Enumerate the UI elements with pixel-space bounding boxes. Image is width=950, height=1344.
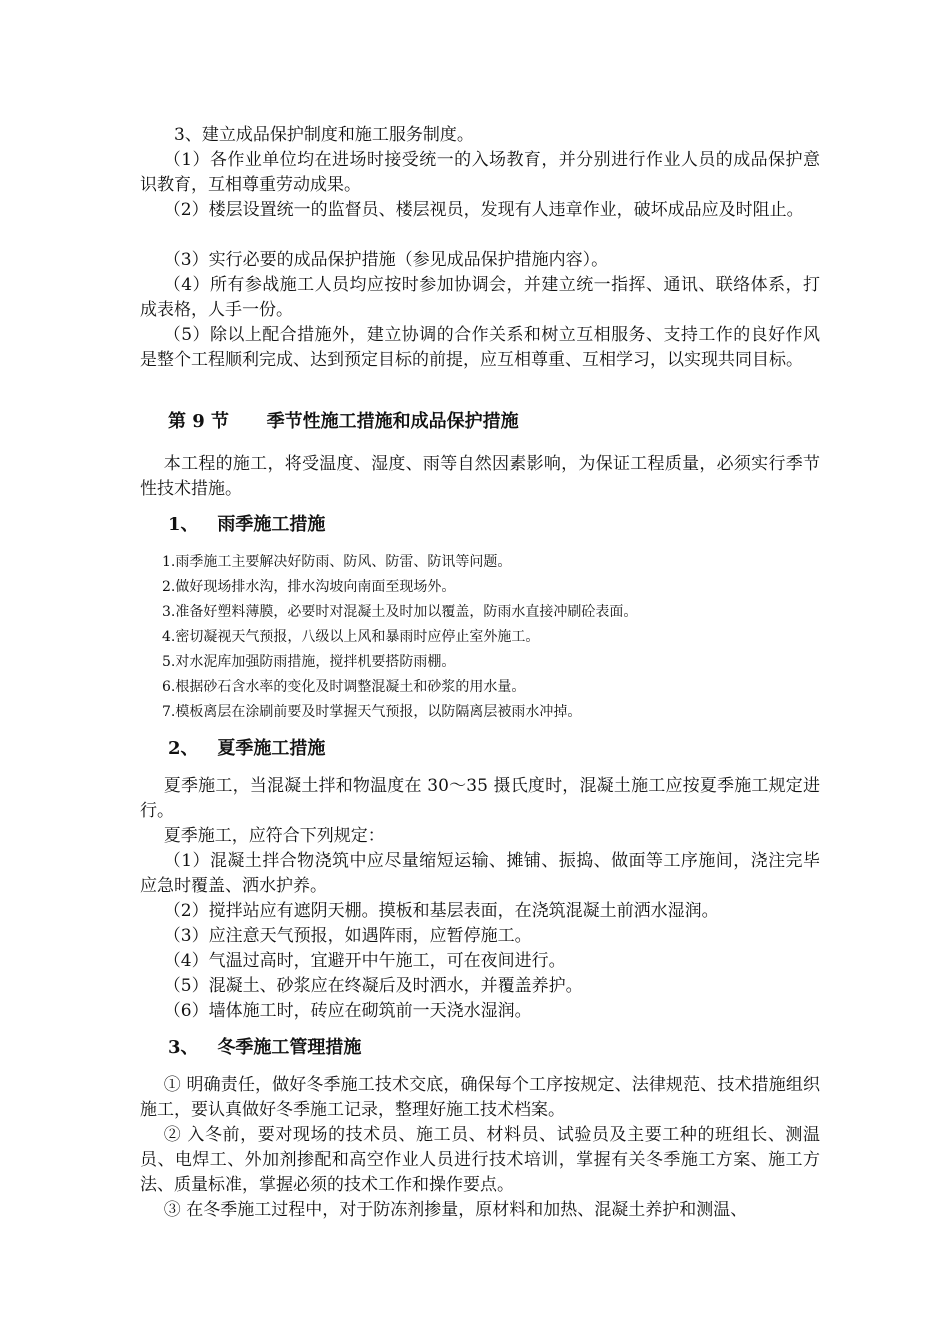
section-9-heading: 第 9 节 季节性施工措施和成品保护措施 <box>168 411 519 432</box>
list-item: 1.雨季施工主要解决好防雨、防风、防雷、防讯等问题。 <box>162 554 512 570</box>
paragraph-item: （3）应注意天气预报，如遇阵雨，应暂停施工。 <box>163 926 532 946</box>
paragraph-item: （5）除以上配合措施外，建立协调的合作关系和树立互相服务、支持工作的良好作风是整个工程顺利完成、达到预定目标的前提，应互相尊重、互相学习，以实现共同目标。 <box>140 325 820 370</box>
paragraph-item: （5）混凝土、砂浆应在终凝后及时洒水，并覆盖养护。 <box>163 976 583 996</box>
list-item: 2.做好现场排水沟，排水沟坡向南面至现场外。 <box>162 579 456 595</box>
winter-heading: 3、 冬季施工管理措施 <box>168 1037 362 1058</box>
section-3-title: 3、建立成品保护制度和施工服务制度。 <box>174 125 474 145</box>
paragraph-item: （1）各作业单位均在进场时接受统一的入场教育，并分别进行作业人员的成品保护意识教育，互相尊重劳动成果。 <box>140 150 820 195</box>
paragraph-item: ① 明确责任，做好冬季施工技术交底，确保每个工序按规定、法律规范、技术措施组织施工，要认真做好冬季施工记录，整理好施工技术档案。 <box>140 1075 820 1120</box>
list-item: 7.模板离层在涂刷前要及时掌握天气预报，以防隔离层被雨水冲掉。 <box>162 704 582 720</box>
paragraph-item: （4）所有参战施工人员均应按时参加协调会，并建立统一指挥、通讯、联络体系，打成表格，人手一份。 <box>140 275 820 320</box>
paragraph-item: （2）楼层设置统一的监督员、楼层视员，发现有人违章作业，破坏成品应及时阻止。 <box>163 200 804 220</box>
list-item: 4.密切凝视天气预报，八级以上风和暴雨时应停止室外施工。 <box>162 629 540 645</box>
paragraph-item: （2）搅拌站应有遮阴天棚。摸板和基层表面，在浇筑混凝土前洒水湿润。 <box>163 901 719 921</box>
section-9-intro: 本工程的施工，将受温度、湿度、雨等自然因素影响，为保证工程质量，必须实行季节性技术措施。 <box>140 454 820 499</box>
paragraph-item: ③ 在冬季施工过程中，对于防冻剂掺量，原材料和加热、混凝土养护和测温、 <box>163 1200 748 1220</box>
paragraph-item: （6）墙体施工时，砖应在砌筑前一天浇水湿润。 <box>163 1001 532 1021</box>
paragraph-item: （4）气温过高时，宜避开中午施工，可在夜间进行。 <box>163 951 566 971</box>
paragraph-item: （1）混凝土拌合物浇筑中应尽量缩短运输、摊铺、振捣、做面等工序施间，浇注完毕应急时覆盖、洒水护养。 <box>140 851 820 896</box>
paragraph-item: （3）实行必要的成品保护措施（参见成品保护措施内容）。 <box>163 250 609 270</box>
list-item: 5.对水泥库加强防雨措施，搅拌机要搭防雨棚。 <box>162 654 456 670</box>
summer-rule: 夏季施工，应符合下列规定： <box>163 826 385 846</box>
list-item: 6.根据砂石含水率的变化及时调整混凝土和砂浆的用水量。 <box>162 679 526 695</box>
list-item: 3.准备好塑料薄膜，必要时对混凝土及时加以覆盖，防雨水直接冲刷砼表面。 <box>162 604 638 620</box>
paragraph-item: ② 入冬前，要对现场的技术员、施工员、材料员、试验员及主要工种的班组长、测温员、电焊工、外加剂掺配和高空作业人员进行技术培训，掌握有关冬季施工方案、施工方法、质量标准，掌握必须的技术工作和操作要点。 <box>140 1125 820 1195</box>
rain-heading: 1、 雨季施工措施 <box>168 514 326 535</box>
summer-heading: 2、 夏季施工措施 <box>168 738 326 759</box>
summer-intro: 夏季施工，当混凝土拌和物温度在 30～35 摄氏度时，混凝土施工应按夏季施工规定进行。 <box>140 776 820 821</box>
